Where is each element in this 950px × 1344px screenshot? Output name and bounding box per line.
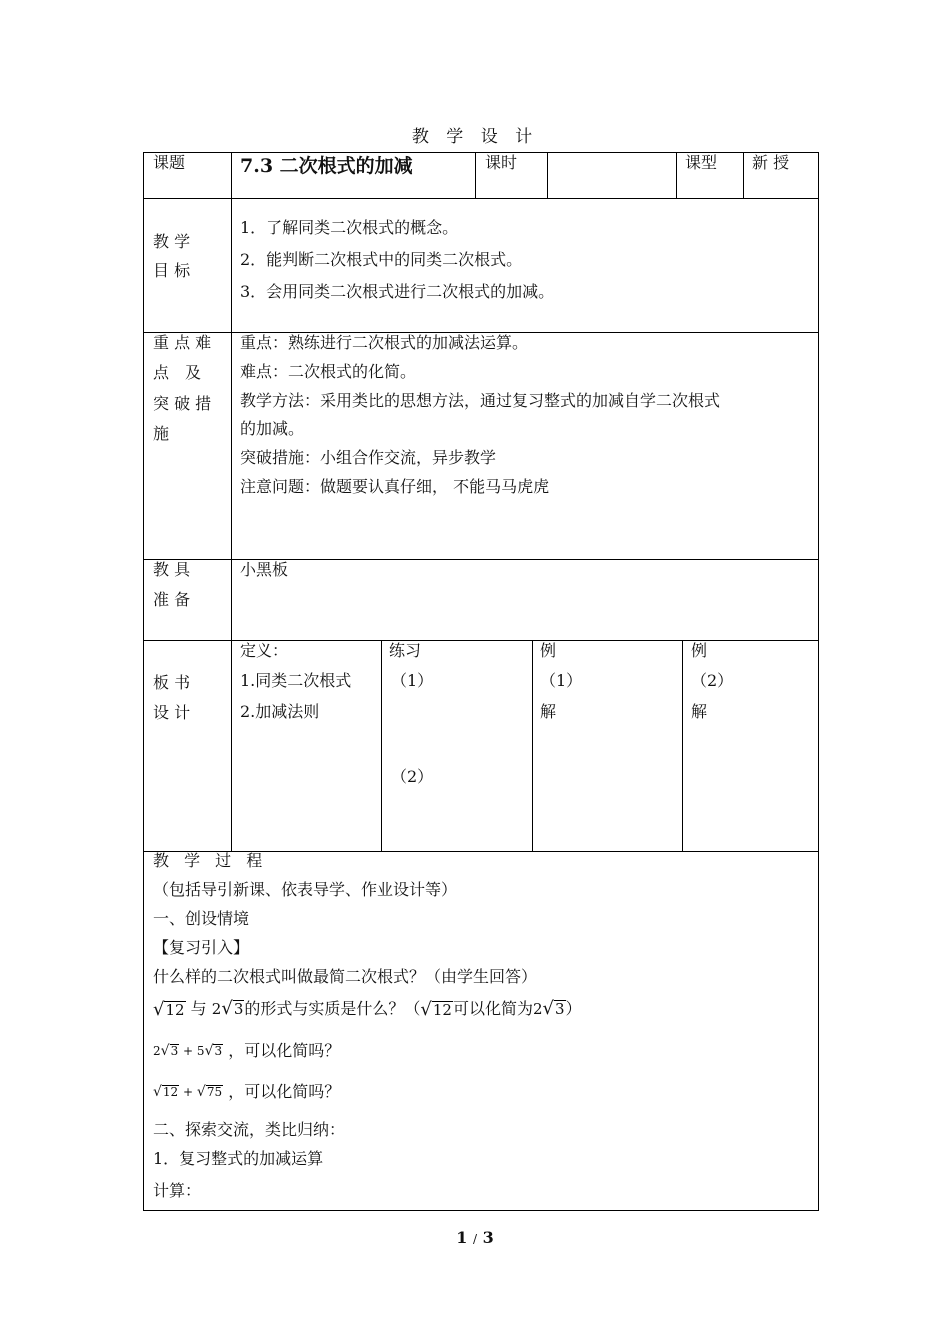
q2-simplify-text: 可以化简为 [452,999,533,1018]
topic-label: 课题 [153,153,186,172]
tools-value: 小黑板 [240,560,289,579]
lesson-plan-table [143,152,819,1211]
section-2-heading: 二、探索交流，类比归纳： [153,1120,346,1139]
page-separator: / [472,1232,478,1246]
question-2 [153,994,582,1024]
board-col4-line: 例 [691,641,708,660]
question-3 [153,1036,340,1066]
board-col1-line: 1.同类二次根式 [240,671,352,690]
board-col3-line: （1） [540,671,583,690]
board-col3-line: 解 [540,702,557,721]
board-col2-item1: （1） [391,671,434,690]
type-label: 课型 [685,153,718,172]
keypoints-label-1: 重 点 难 [153,333,212,352]
sum-expr-1: 2 √ 3 + 5 √ 3 [153,1043,223,1059]
sqrt-12-expr-2: √ 12 [420,998,452,1020]
sum-expr-2: √ 12 + √ 75 [153,1084,223,1100]
board-col1-line: 定义： [240,641,289,660]
board-col4-line: （2） [691,671,734,690]
hours-label: 课时 [485,153,518,172]
two-sqrt-3-expr-2: 2 √ 3 [532,998,565,1019]
topic-value: 7.3 二次根式的加减 [240,155,413,177]
board-label-1: 板 书 [153,673,191,692]
process-subheading: （包括导引新课、依表导学、作业设计等） [153,880,458,899]
page-number: 1 [456,1228,468,1247]
review-heading: 【复习引入】 [153,938,250,957]
keypoints-label-4: 施 [153,424,170,443]
board-col4-line: 解 [691,702,708,721]
page-footer [0,1228,950,1247]
section-1-heading: 一、创设情境 [153,909,250,928]
keypoints-label-3: 突 破 措 [153,394,212,413]
board-col2-title: 练习 [389,641,422,660]
board-col2-item2: （2） [391,767,434,786]
keypoint-line: 注意问题：做题要认真仔细， 不能马马虎虎 [240,477,550,496]
board-label-2: 设 计 [153,703,191,722]
q2-close: ） [565,999,582,1018]
q2-text: 的形式与实质是什么？（ [244,999,421,1018]
q4-text: ，可以化简吗？ [228,1082,341,1101]
board-col1-line: 2.加减法则 [240,702,320,721]
keypoint-line: 突破措施：小组合作交流，异步教学 [240,448,497,467]
calc-label: 计算： [153,1181,202,1200]
keypoint-line: 难点：二次根式的化简。 [240,362,417,381]
objective-item: 2．能判断二次根式中的同类二次根式。 [240,250,523,269]
question-4 [153,1077,340,1107]
page-total: 3 [482,1228,494,1247]
type-value: 新 授 [752,153,790,172]
keypoints-label-2: 点 及 [153,363,202,382]
keypoint-line: 的加减。 [240,419,305,438]
board-col3-line: 例 [540,641,557,660]
objective-item: 1．了解同类二次根式的概念。 [240,218,459,237]
objective-item: 3．会用同类二次根式进行二次根式的加减。 [240,282,555,301]
tools-label-1: 教 具 [153,560,191,579]
tools-label-2: 准 备 [153,590,191,609]
q3-text: ，可以化简吗？ [228,1041,341,1060]
objectives-label-1: 教 学 [153,232,191,251]
process-heading: 教 学 过 程 [153,851,268,870]
keypoint-line: 教学方法：采用类比的思想方法，通过复习整式的加减自学二次根式 [240,391,721,410]
q2-conjunction: 与 [190,999,207,1018]
document-title: 教 学 设 计 [411,127,539,147]
question-1: 什么样的二次根式叫做最简二次根式？（由学生回答） [153,967,538,986]
two-sqrt-3-expr: 2 √ 3 [211,998,244,1019]
objectives-label-2: 目 标 [153,261,191,280]
sqrt-12-expr: √ 12 [153,998,185,1020]
keypoint-line: 重点：熟练进行二次根式的加减法运算。 [240,333,529,352]
item-1: 1．复习整式的加减运算 [153,1149,324,1168]
